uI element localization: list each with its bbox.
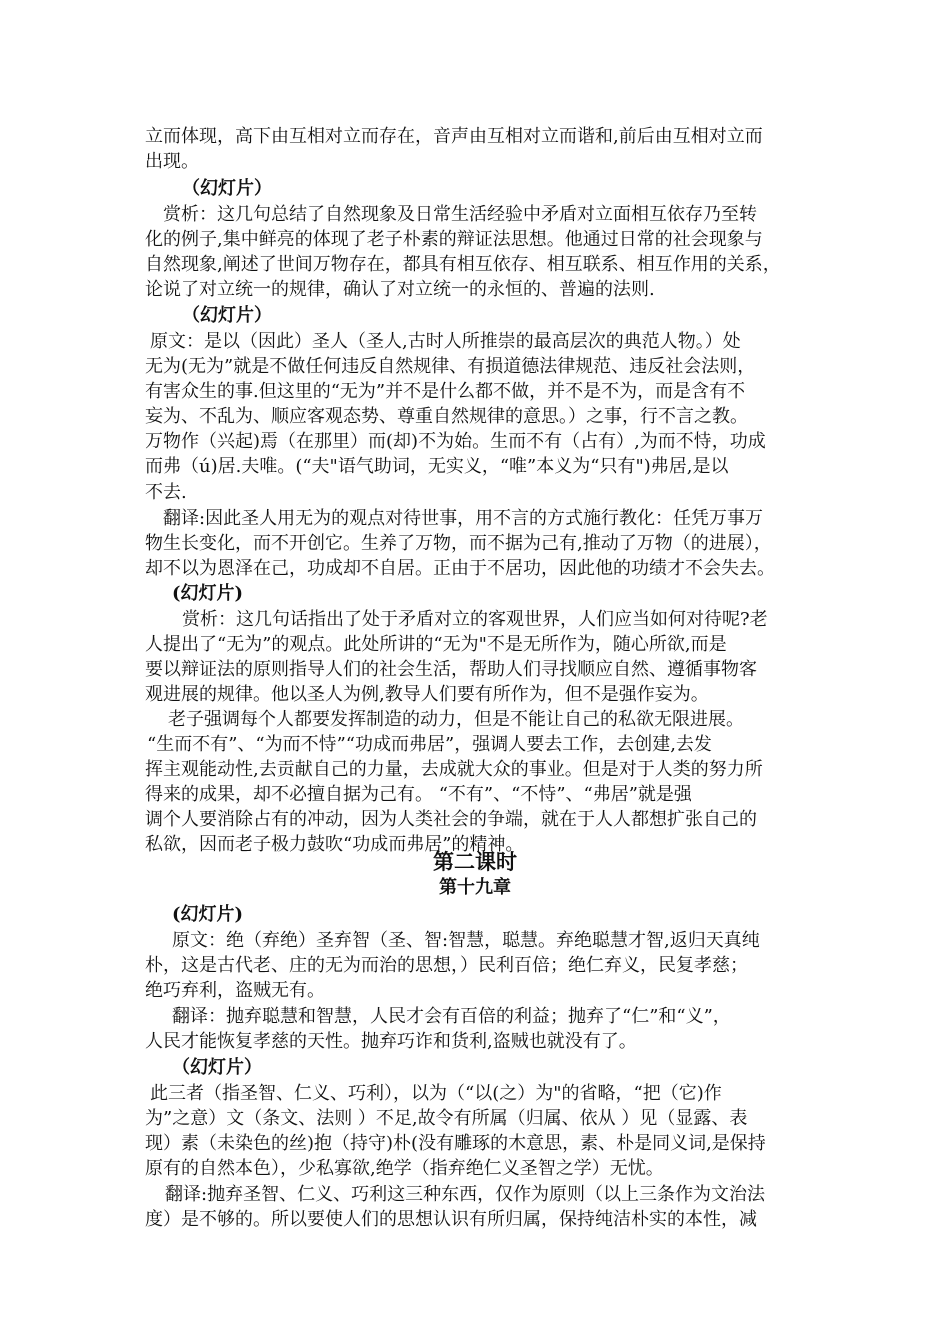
slide-marker: (幻灯片) — [172, 904, 244, 925]
text-line: 出现。 — [145, 151, 199, 172]
text-line: 人民才能恢复孝慈的天性。抛弃巧诈和货利,盗贼也就没有了。 — [145, 1031, 637, 1052]
text-line: 原有的自然本色），少私寡欲,绝学（指弃绝仁义圣智之学）无忧。 — [145, 1158, 664, 1179]
slide-marker: （幻灯片） — [182, 305, 272, 326]
chapter-title: 第十九章 — [439, 877, 511, 898]
text-line: 赏析：这几句总结了自然现象及日常生活经验中矛盾对立面相互依存乃至转 — [163, 204, 757, 225]
text-line: 赏析：这几句话指出了处于矛盾对立的客观世界，人们应当如何对待呢?老 — [182, 609, 768, 630]
text-line: 翻译:因此圣人用无为的观点对待世事，用不言的方式施行教化：任凭万事万 — [163, 508, 764, 529]
text-line: 人提出了“无为”的观点。此处所讲的“无为"不是无所作为，随心所欲,而是 — [145, 634, 727, 655]
text-line: 度）是不够的。所以要使人们的思想认识有所归属，保持纯洁朴实的本性，减 — [145, 1209, 757, 1230]
text-line: 得来的成果，却不必擅自据为己有。 “不有”、“不恃”、“弗居”就是强 — [145, 784, 692, 805]
text-line: 原文：是以（因此）圣人（圣人,古时人所推崇的最高层次的典范人物。）处 — [150, 331, 741, 352]
text-line: 自然现象,阐述了世间万物存在，都具有相互依存、相互联系、相互作用的关系， — [145, 254, 781, 275]
text-line: 却不以为恩泽在己，功成却不自居。正由于不居功，因此他的功绩才不会失去。 — [145, 558, 775, 579]
text-line: 绝巧弃利，盗贼无有。 — [145, 980, 325, 1001]
text-line: 朴，这是古代老、庄的无为而治的思想，）民利百倍；绝仁弃义，民复孝慈； — [145, 955, 748, 976]
text-line: “生而不有”、“为而不恃”“功成而弗居”，强调人要去工作，去创建,去发 — [147, 734, 712, 755]
text-line: 现）素（未染色的丝)抱（持守)朴(没有雕琢的木意思，素、朴是同义词,是保持 — [145, 1133, 766, 1154]
slide-marker: (幻灯片) — [172, 583, 244, 604]
slide-marker: （幻灯片） — [182, 178, 272, 199]
text-line: 原文：绝（弃绝）圣弃智（圣、智:智慧，聪慧。弃绝聪慧才智,返归天真纯 — [172, 930, 760, 951]
slide-marker: （幻灯片） — [172, 1057, 262, 1078]
text-line: 挥主观能动性,去贡献自己的力量，去成就大众的事业。但是对于人类的努力所 — [145, 759, 763, 780]
text-line: 私欲，因而老子极力鼓吹“功成而弗居”的精神。 — [145, 834, 524, 855]
text-line: 万物作（兴起)焉（在那里）而(却)不为始。生而不有（占有）,为而不恃，功成 — [145, 431, 766, 452]
text-line: 为”之意）文（条文、法则 ）不足,故令有所属（归属、依从 ）见（显露、表 — [145, 1108, 748, 1129]
text-line: 此三者（指圣智、仁义、巧利），以为（“以(之）为"的省略，“把（它)作 — [150, 1083, 722, 1104]
text-line: 立而体现，高下由互相对立而存在，音声由互相对立而谐和,前后由互相对立而 — [145, 126, 763, 147]
text-line: 不去. — [145, 482, 187, 503]
text-line: 观进展的规律。他以圣人为例,教导人们要有所作为，但不是强作妄为。 — [145, 684, 709, 705]
text-line: 老子强调每个人都要发挥制造的动力，但是不能让自己的私欲无限进展。 — [168, 709, 744, 730]
text-line: 翻译：抛弃聪慧和智慧，人民才会有百倍的利益；抛弃了“仁”和“义”， — [172, 1006, 731, 1027]
text-line: 而弗（ú)居.夫唯。(“夫"语气助词，无实义，“唯”本义为“只有")弗居,是以 — [145, 456, 729, 477]
text-line: 论说了对立统一的规律，确认了对立统一的永恒的、普遍的法则. — [145, 279, 655, 300]
text-line: 妄为、不乱为、顺应客观态势、尊重自然规律的意思。）之事，行不言之教。 — [145, 406, 748, 427]
text-line: 化的例子,集中鲜亮的体现了老子朴素的辩证法思想。他通过日常的社会现象与 — [145, 229, 763, 250]
text-line: 有害众生的事.但这里的“无为”并不是什么都不做，并不是不为，而是含有不 — [145, 381, 746, 402]
text-line: 物生长变化，而不开创它。生养了万物，而不据为己有,推动了万物（的进展）， — [145, 533, 772, 554]
lesson-title: 第二课时 — [433, 849, 517, 874]
text-line: 要以辩证法的原则指导人们的社会生活，帮助人们寻找顺应自然、遵循事物客 — [145, 659, 757, 680]
text-line: 无为(无为”就是不做任何违反自然规律、有损道德法律规范、违反社会法则， — [145, 356, 756, 377]
text-line: 翻译:抛弃圣智、仁义、巧利这三种东西，仅作为原则（以上三条作为文治法 — [165, 1184, 766, 1205]
text-line: 调个人要消除占有的冲动，因为人类社会的争端，就在于人人都想扩张自己的 — [145, 809, 757, 830]
